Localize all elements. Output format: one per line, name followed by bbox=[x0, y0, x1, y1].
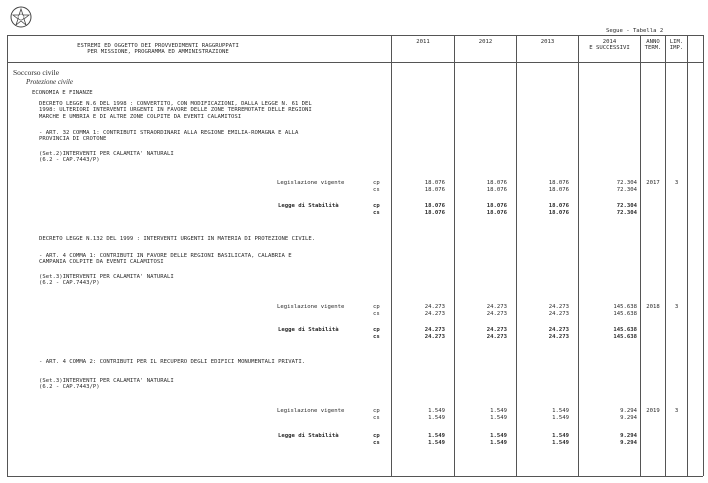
column-header-anno: ANNO TERM. bbox=[644, 39, 662, 52]
lim-imp: 3 bbox=[674, 408, 679, 414]
cp-label: cp bbox=[373, 304, 380, 310]
col-divider bbox=[516, 35, 517, 476]
value-2013-cp: 24.273 bbox=[548, 304, 569, 310]
value-2012-cp: 1.549 bbox=[490, 408, 507, 414]
article-text: - ART. 4 COMMA 1: CONTRIBUTI IN FAVORE DELLE REGIONI BASILICATA, CALABRIA E CAMPANIA COLPITE DA EVENTI CALAMITOSI bbox=[39, 253, 292, 266]
cs-label: cs bbox=[373, 210, 380, 216]
anno-term: 2018 bbox=[646, 304, 660, 310]
value-2014-cp: 145.638 bbox=[613, 304, 637, 310]
article-text: - ART. 32 COMMA 1: CONTRIBUTI STRAORDINARI ALLA REGIONE EMILIA-ROMAGNA E ALLA PROVINCIA DI CROTONE bbox=[39, 130, 299, 143]
stabilita-label: Legge di Stabilità bbox=[278, 327, 339, 333]
value-2013-cs: 1.549 bbox=[552, 415, 569, 421]
cs-label: cs bbox=[373, 334, 380, 340]
value-2011-cs: 24.273 bbox=[424, 334, 445, 340]
value-2013-cs: 1.549 bbox=[552, 440, 569, 446]
value-2013-cp: 24.273 bbox=[548, 327, 569, 333]
value-2013-cp: 1.549 bbox=[552, 433, 569, 439]
decree-text: DECRETO LEGGE N.132 DEL 1999 : INTERVENTI URGENTI IN MATERIA DI PROTEZIONE CIVILE. bbox=[39, 236, 316, 242]
lim-imp: 3 bbox=[674, 304, 679, 310]
value-2014-cp: 9.294 bbox=[620, 408, 637, 414]
value-2013-cs: 18.076 bbox=[548, 187, 569, 193]
lim-imp: 3 bbox=[674, 180, 679, 186]
value-2014-cs: 72.304 bbox=[616, 210, 637, 216]
value-2012-cp: 18.076 bbox=[486, 180, 507, 186]
value-2013-cs: 24.273 bbox=[548, 334, 569, 340]
settore-text: (Set.2)INTERVENTI PER CALAMITA' NATURALI (6.2 - CAP.7443/P) bbox=[39, 151, 174, 164]
value-2014-cs: 9.294 bbox=[620, 440, 637, 446]
anno-term: 2017 bbox=[646, 180, 660, 186]
value-2014-cs: 72.304 bbox=[616, 187, 637, 193]
settore-text: (Set.3)INTERVENTI PER CALAMITA' NATURALI (6.2 - CAP.7443/P) bbox=[39, 274, 174, 287]
continuation-label: Segue - Tabella 2 bbox=[606, 28, 664, 34]
value-2011-cp: 1.549 bbox=[428, 433, 445, 439]
article-text: - ART. 4 COMMA 2: CONTRIBUTI PER IL RECUPERO DEGLI EDIFICI MONUMENTALI PRIVATI. bbox=[39, 359, 306, 365]
value-2011-cs: 1.549 bbox=[428, 415, 445, 421]
value-2014-cp: 9.294 bbox=[620, 433, 637, 439]
value-2012-cs: 18.076 bbox=[486, 187, 507, 193]
value-2011-cp: 24.273 bbox=[424, 304, 445, 310]
amministrazione-title: ECONOMIA E FINANZE bbox=[32, 90, 93, 96]
programma-title: Protezione civile bbox=[26, 78, 73, 86]
cp-label: cp bbox=[373, 203, 380, 209]
cp-label: cp bbox=[373, 408, 380, 414]
value-2013-cp: 1.549 bbox=[552, 408, 569, 414]
value-2012-cp: 1.549 bbox=[490, 433, 507, 439]
value-2011-cs: 18.076 bbox=[424, 210, 445, 216]
col-divider bbox=[454, 35, 455, 476]
stabilita-label: Legge di Stabilità bbox=[278, 203, 339, 209]
value-2013-cs: 18.076 bbox=[548, 210, 569, 216]
missione-title: Soccorso civile bbox=[13, 68, 60, 77]
value-2013-cp: 18.076 bbox=[548, 203, 569, 209]
vigente-label: Legislazione vigente bbox=[277, 304, 345, 310]
value-2011-cp: 18.076 bbox=[424, 203, 445, 209]
column-header-2012: 2012 bbox=[478, 39, 493, 45]
cs-label: cs bbox=[373, 415, 380, 421]
col-divider bbox=[391, 35, 392, 476]
col-divider bbox=[578, 35, 579, 476]
value-2011-cp: 1.549 bbox=[428, 408, 445, 414]
cs-label: cs bbox=[373, 311, 380, 317]
value-2014-cs: 145.638 bbox=[613, 311, 637, 317]
value-2012-cs: 1.549 bbox=[490, 415, 507, 421]
stabilita-label: Legge di Stabilità bbox=[278, 433, 339, 439]
value-2012-cp: 24.273 bbox=[486, 304, 507, 310]
decree-text: DECRETO LEGGE N.6 DEL 1998 : CONVERTITO, CON MODIFICAZIONI, DALLA LEGGE N. 61 DEL 1998: ULTERIORI INTERVENTI URGENTI IN FAVORE DELLE ZONE TERREMOTATE DELLE REGIONI MARCHE E UMBRIA E DI ALTRE ZONE COLPITE DA EVENTI CALAMITOSI bbox=[39, 101, 312, 120]
value-2011-cs: 1.549 bbox=[428, 440, 445, 446]
anno-term: 2019 bbox=[646, 408, 660, 414]
value-2012-cs: 1.549 bbox=[490, 440, 507, 446]
value-2011-cs: 18.076 bbox=[424, 187, 445, 193]
value-2012-cs: 24.273 bbox=[486, 334, 507, 340]
cs-label: cs bbox=[373, 440, 380, 446]
value-2013-cp: 18.076 bbox=[548, 180, 569, 186]
column-header-lim: LIM. IMP. bbox=[669, 39, 684, 52]
col-divider bbox=[687, 35, 688, 476]
value-2013-cs: 24.273 bbox=[548, 311, 569, 317]
column-header-2014: 2014 E SUCCESSIVI bbox=[589, 39, 630, 52]
settore-text: (Set.3)INTERVENTI PER CALAMITA' NATURALI (6.2 - CAP.7443/P) bbox=[39, 378, 174, 391]
republic-emblem-icon bbox=[8, 5, 34, 29]
value-2012-cs: 24.273 bbox=[486, 311, 507, 317]
value-2014-cs: 9.294 bbox=[620, 415, 637, 421]
value-2012-cp: 24.273 bbox=[486, 327, 507, 333]
table-right-border bbox=[703, 35, 704, 476]
cs-label: cs bbox=[373, 187, 380, 193]
vigente-label: Legislazione vigente bbox=[277, 180, 345, 186]
value-2012-cs: 18.076 bbox=[486, 210, 507, 216]
header-bottom-border bbox=[7, 62, 703, 63]
table-bottom-border bbox=[7, 476, 703, 477]
vigente-label: Legislazione vigente bbox=[277, 408, 345, 414]
column-header-main: ESTREMI ED OGGETTO DEI PROVVEDIMENTI RAGGRUPPATI PER MISSIONE, PROGRAMMA ED AMMINISTRAZIONE bbox=[77, 43, 239, 56]
value-2011-cs: 24.273 bbox=[424, 311, 445, 317]
column-header-2011: 2011 bbox=[416, 39, 430, 45]
cp-label: cp bbox=[373, 180, 380, 186]
value-2014-cp: 145.638 bbox=[613, 327, 637, 333]
table-left-border bbox=[7, 35, 8, 476]
column-header-2013: 2013 bbox=[540, 39, 555, 45]
value-2014-cp: 72.304 bbox=[616, 203, 637, 209]
cp-label: cp bbox=[373, 433, 380, 439]
value-2014-cp: 72.304 bbox=[616, 180, 637, 186]
value-2011-cp: 24.273 bbox=[424, 327, 445, 333]
value-2014-cs: 145.638 bbox=[613, 334, 637, 340]
value-2011-cp: 18.076 bbox=[424, 180, 445, 186]
table-top-border bbox=[7, 35, 703, 36]
value-2012-cp: 18.076 bbox=[486, 203, 507, 209]
cp-label: cp bbox=[373, 327, 380, 333]
